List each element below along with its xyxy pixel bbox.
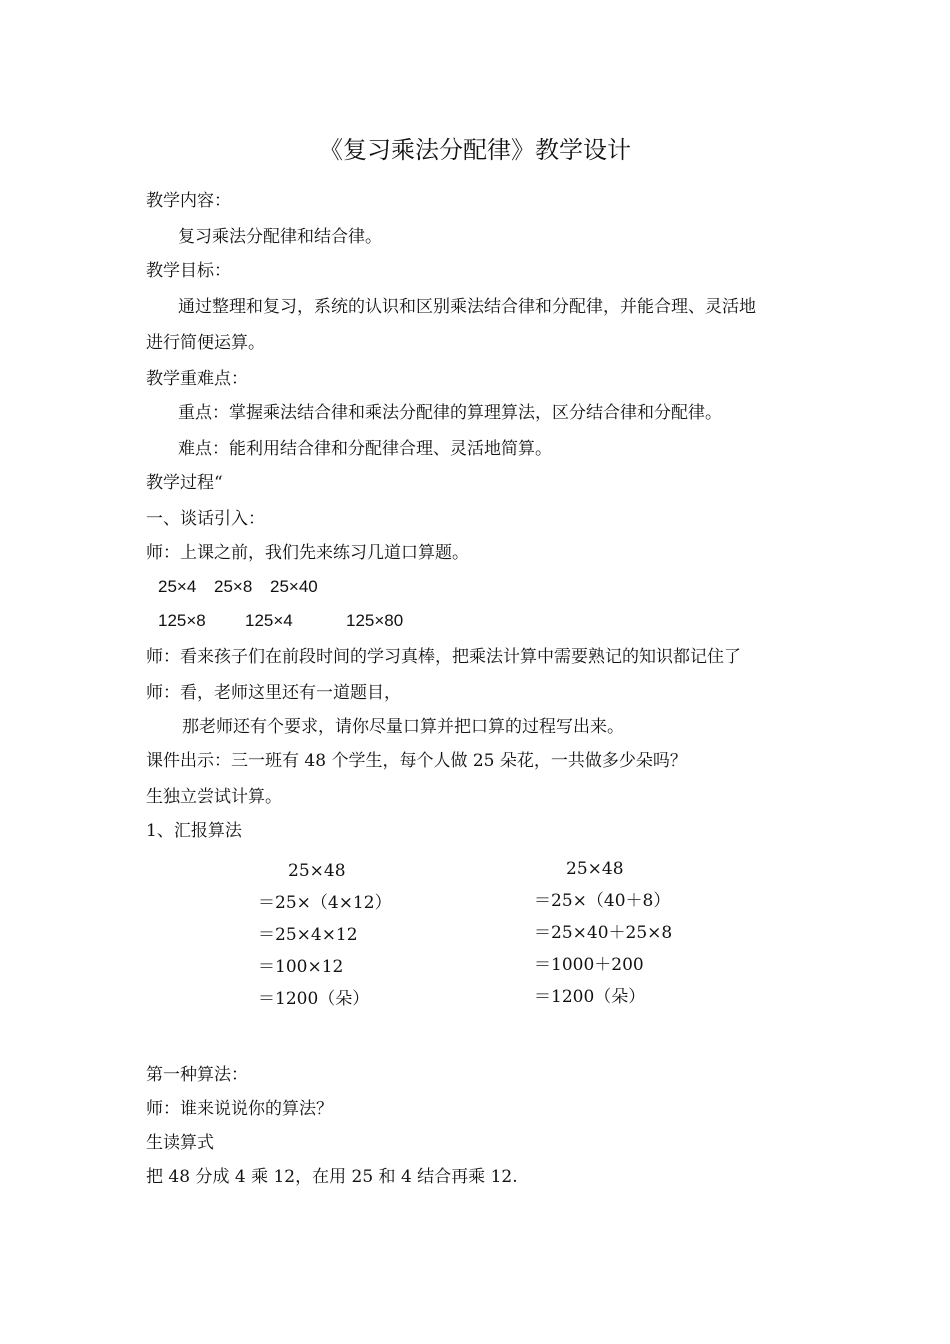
student-try-line: 生独立尝试计算。 [146,787,282,807]
oral-item: 125×4 [245,611,293,630]
method-left-line: 25×48 [288,861,346,881]
oral-item: 25×8 [214,577,253,596]
oral-item: 125×80 [346,611,404,630]
first-method-label: 第一种算法： [146,1065,248,1085]
teacher-line-2: 师：看来孩子们在前段时间的学习真棒，把乘法计算中需要熟记的知识都记住了 [146,647,741,667]
key-point: 重点：掌握乘法结合律和乘法分配律的算理算法，区分结合律和分配律。 [178,403,722,423]
method-right-line: ＝25×（40＋8） [534,891,671,911]
content-text: 复习乘法分配律和结合律。 [178,227,382,247]
method-left-line: ＝100×12 [258,957,344,977]
student-read-line: 生读算式 [146,1133,214,1153]
report-label: 1、汇报算法 [146,821,242,841]
oral-item: 125×8 [158,611,206,630]
oral-item: 25×40 [270,577,318,596]
goal-label: 教学目标： [146,261,231,281]
teacher-line-4: 那老师还有个要求，请你尽量口算并把口算的过程写出来。 [182,717,624,737]
key-label: 教学重难点： [146,369,248,389]
content-label: 教学内容： [146,191,231,211]
difficult-point: 难点：能利用结合律和分配律合理、灵活地简算。 [178,439,552,459]
process-label: 教学过程“ [146,473,223,493]
goal-text-1: 通过整理和复习，系统的认识和区别乘法结合律和分配律，并能合理、灵活地 [178,297,756,317]
courseware-line: 课件出示：三一班有 48 个学生，每个人做 25 朵花，一共做多少朵吗？ [146,751,687,771]
method-right-line: ＝1200（朵） [534,987,646,1007]
teacher-line-1: 师：上课之前，我们先来练习几道口算题。 [146,543,469,563]
goal-text-2: 进行简便运算。 [146,333,265,353]
oral-item: 25×4 [158,577,197,596]
method-right-line: ＝25×40＋25×8 [534,923,673,943]
explain-line: 把 48 分成 4 乘 12，在用 25 和 4 结合再乘 12. [146,1167,518,1187]
method-left-line: ＝1200（朵） [258,989,370,1009]
part1-label: 一、谈话引入： [146,509,265,529]
method-right-line: 25×48 [566,859,624,879]
method-left-line: ＝25×4×12 [258,925,358,945]
teacher-line-5: 师：谁来说说你的算法？ [146,1099,333,1119]
teacher-line-3: 师：看，老师这里还有一道题目， [146,683,401,703]
document-title: 《复习乘法分配律》教学设计 [319,136,631,164]
method-right-line: ＝1000＋200 [534,955,644,975]
method-left-line: ＝25×（4×12） [258,893,392,913]
